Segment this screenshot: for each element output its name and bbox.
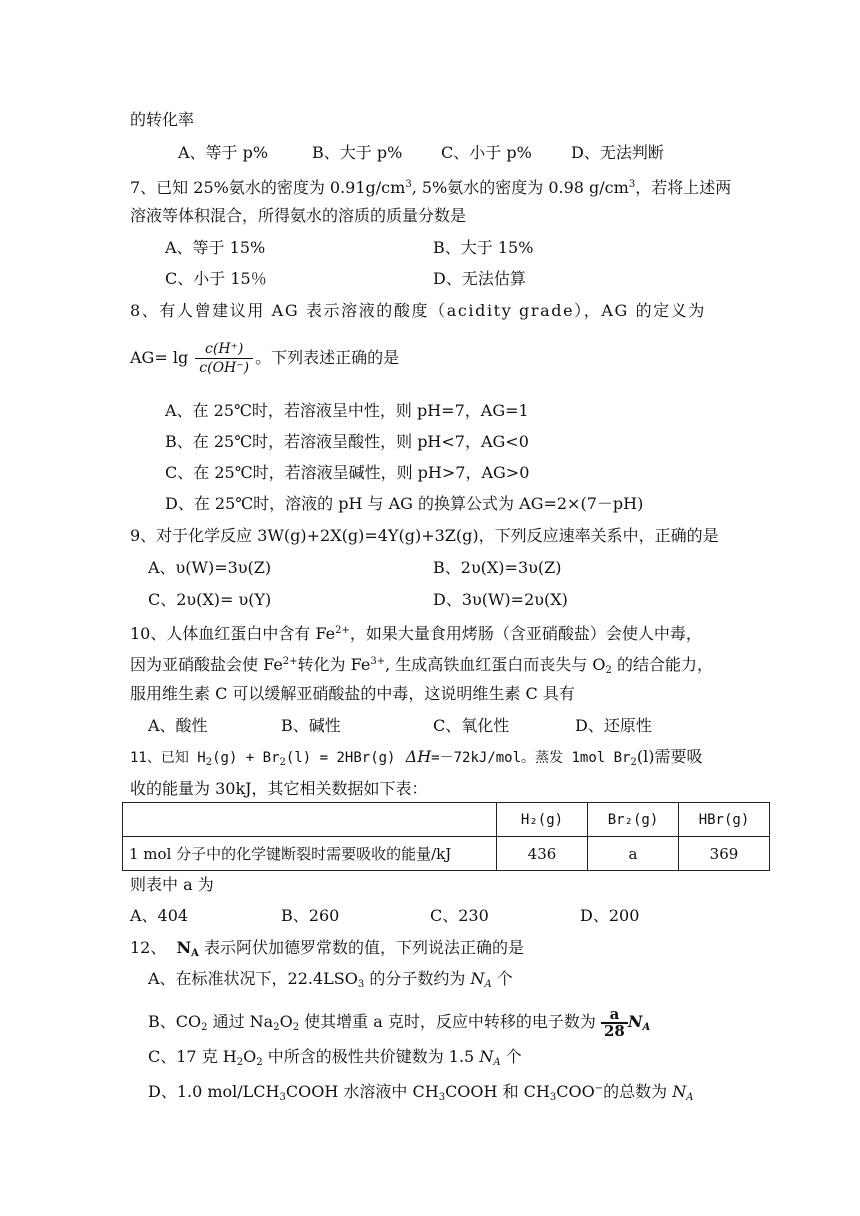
- q10-line2: 因为亚硝酸盐会使 $Fe^{2+}$转化为 $Fe^{3+}$, 生成高铁血红蛋白而丧失与 $O_2$ 的结合能力，: [130, 655, 713, 676]
- q11-line1: 11、已知 $H_2(g) + Br_2(l) = 2HBr(g)$ ΔH=－72kJ/mol。蒸发 1mol $Br_2(l)$需要吸: [130, 747, 703, 768]
- q6-option-d: D、无法判断: [571, 143, 664, 162]
- q6-option-b: B、大于 p%: [312, 143, 403, 162]
- q10-option-c: C、氧化性: [433, 716, 510, 735]
- q12-option-c: C、17 克 $H_2O_2$ 中所含的极性共价键数为 1.5 $N_A$ 个: [148, 1047, 522, 1068]
- q8-option-d: D、在 25℃时，溶液的 pH 与 AG 的换算公式为 AG=2×(7－pH): [165, 494, 644, 513]
- q10-line3: 服用维生素 C 可以缓解亚硝酸盐的中毒，这说明维生素 C 具有: [130, 684, 575, 703]
- q7-option-b: B、大于 15%: [433, 238, 534, 257]
- table-cell: 369: [679, 837, 770, 871]
- q10-line1: 10、人体血红蛋白中含有 $Fe^{2+}$，如果大量食用烤肠（含亚硝酸盐）会使人中毒，: [130, 624, 702, 643]
- bond-energy-table: [122, 802, 770, 871]
- q12-option-a: A、在标准状况下，$22.4LSO_3$ 的分子数约为 $N_A$ 个: [148, 969, 513, 990]
- q7-line1: 7、已知 25%氨水的密度为 $0.91g/cm^3$, 5%氨水的密度为 0.98 $g/cm^3$，若将上述两: [130, 178, 732, 197]
- q7-option-a: A、等于 15%: [165, 238, 266, 257]
- table-cell: 1 mol 分子中的化学键断裂时需要吸收的能量/kJ: [123, 837, 497, 871]
- table-cell: a: [588, 837, 679, 871]
- q9-line1: 9、对于化学反应 3W(g)+2X(g)=4Y(g)+3Z(g)，下列反应速率关系中，正确的是: [130, 526, 719, 545]
- q8-option-c: C、在 25℃时，若溶液呈碱性，则 pH>7，AG>0: [165, 463, 530, 482]
- q9-option-d: D、3υ(W)=2υ(X): [433, 590, 568, 609]
- q8-option-b: B、在 25℃时，若溶液呈酸性，则 pH<7，AG<0: [165, 432, 529, 451]
- q6-tail: 的转化率: [130, 110, 195, 129]
- q11-line2: 收的能量为 30kJ，其它相关数据如下表：: [130, 779, 428, 798]
- table-header-cell: H₂(g): [497, 803, 588, 837]
- q10-option-d: D、还原性: [575, 716, 652, 735]
- q12-option-d: D、1.0 mol/$LCH_3COOH$ 水溶液中 $CH_3COOH$ 和 $CH_3COO^-$的总数为 $N_A$: [148, 1082, 694, 1103]
- q9-option-c: C、2υ(X)= υ(Y): [148, 590, 272, 609]
- table-row: [123, 837, 770, 871]
- q11-option-a: A、404: [130, 906, 189, 925]
- q8-line1: 8、有人曾建议用 AG 表示溶液的酸度（acidity grade），AG 的定义为: [130, 301, 706, 320]
- q11-option-d: D、200: [580, 906, 640, 925]
- q10-option-b: B、碱性: [281, 716, 341, 735]
- q12-line1: 12、 $N_A$ 表示阿伏加德罗常数的值，下列说法正确的是: [130, 938, 525, 959]
- q10-option-a: A、酸性: [148, 716, 208, 735]
- q11-after: 则表中 a 为: [130, 875, 214, 894]
- q6-option-a: A、等于 p%: [178, 143, 269, 162]
- table-header-cell: [123, 803, 497, 837]
- q11-option-c: C、230: [430, 906, 489, 925]
- q8-line2: AG= lg $\frac{c(H^+)}{c(OH^-)}$ 。下列表述正确的是: [130, 341, 400, 376]
- q11-option-b: B、260: [281, 906, 340, 925]
- electron-fraction: $\frac{a}{28}$: [601, 1007, 628, 1039]
- table-header-row: [123, 803, 770, 837]
- q9-option-b: B、2υ(X)=3υ(Z): [433, 558, 562, 577]
- q7-option-d: D、无法估算: [433, 269, 526, 288]
- q6-option-c: C、小于 p%: [441, 143, 532, 162]
- table-header-cell: HBr(g): [679, 803, 770, 837]
- ag-fraction: $\frac{c(H^+)}{c(OH^-)}$: [195, 340, 253, 377]
- q7-line2: 溶液等体积混合，所得氨水的溶质的质量分数是: [130, 206, 467, 225]
- q9-option-a: A、υ(W)=3υ(Z): [148, 558, 272, 577]
- table-header-cell: Br₂(g): [588, 803, 679, 837]
- q7-option-c: C、小于 15％: [165, 269, 267, 288]
- q12-option-b: B、$CO_2$ 通过 $Na_2O_2$ 使其增重 a 克时，反应中转移的电子数为 $\frac{a}{28}$ $N_A$: [148, 1004, 651, 1040]
- table-cell: 436: [497, 837, 588, 871]
- q8-option-a: A、在 25℃时，若溶液呈中性，则 pH=7，AG=1: [165, 401, 529, 420]
